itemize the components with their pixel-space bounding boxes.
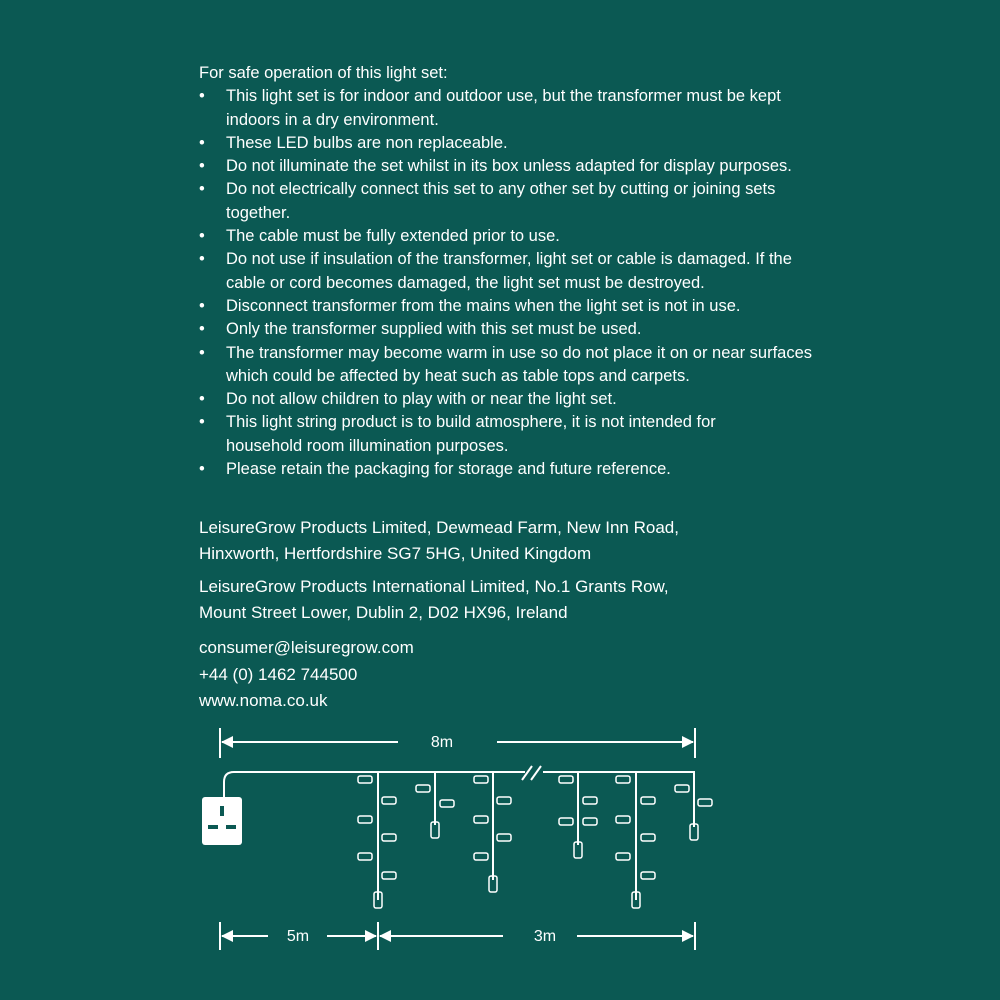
contact-email[interactable]: consumer@leisuregrow.com [199,638,414,657]
arrowhead [221,930,233,942]
safety-item: • Disconnect transformer from the mains when the light set is not in use. [199,295,899,318]
led-bulb [497,834,511,841]
led-bulb [559,776,573,783]
safety-item: • The cable must be fully extended prior to use. [199,225,899,248]
led-bulb [675,785,689,792]
safety-item: • This light set is for indoor and outdoor use, but the transformer must be kept indoors in a dry environment. [199,85,796,132]
led-bulb [559,818,573,825]
led-bulb [497,797,511,804]
address-uk-line2: Hinxworth, Hertfordshire SG7 5HG, United Kingdom [199,544,592,563]
safety-item: • Please retain the packaging for storage and future reference. [199,458,899,481]
safety-item: • Do not use if insulation of the transformer, light set or cable is damaged. If the cable or cord becomes damaged, the light set must be destroyed. [199,248,826,295]
led-bulb [641,834,655,841]
dim-label-8m: 8m [430,734,454,751]
led-bulb [583,818,597,825]
led-bulb [382,797,396,804]
address-ireland-line2: Mount Street Lower, Dublin 2, D02 HX96, Ireland [199,603,568,622]
arrowhead [365,930,377,942]
led-bulb [583,797,597,804]
safety-item: • Do not electrically connect this set to any other set by cutting or joining sets together. [199,178,796,225]
led-bulb [358,853,372,860]
safety-item: • Only the transformer supplied with this set must be used. [199,318,899,341]
led-bulb [358,816,372,823]
led-bulb [616,816,630,823]
led-bulb [641,872,655,879]
led-bulb [616,776,630,783]
led-bulb [616,853,630,860]
safety-item: • This light string product is to build atmosphere, it is not intended for household room illumination purposes. [199,411,796,458]
contact-phone: +44 (0) 1462 744500 [199,664,358,684]
led-bulb [382,872,396,879]
safety-item: • Do not illuminate the set whilst in its box unless adapted for display purposes. [199,155,899,178]
led-bulb [382,834,396,841]
led-bulb [474,853,488,860]
arrowhead [682,736,694,748]
safety-heading: For safe operation of this light set: [199,64,448,82]
led-bulb [474,776,488,783]
safety-item: • These LED bulbs are non replaceable. [199,132,899,155]
address-ireland-line1: LeisureGrow Products International Limited, No.1 Grants Row, [199,577,669,596]
arrowhead [682,930,694,942]
led-bulb [416,785,430,792]
arrowhead [221,736,233,748]
led-bulb [698,799,712,806]
safety-item: • Do not allow children to play with or near the light set. [199,388,899,411]
plug-transformer [202,797,242,845]
contact-website[interactable]: www.noma.co.uk [199,691,328,710]
led-bulb [641,797,655,804]
address-uk-line1: LeisureGrow Products Limited, Dewmead Farm, New Inn Road, [199,518,679,537]
safety-item: • The transformer may become warm in use so do not place it on or near surfaces which could be affected by heat such as table tops and carpets. [199,342,826,389]
break-mark-2 [531,766,541,780]
led-bulb [474,816,488,823]
dim-label-3m: 3m [533,928,557,945]
dim-label-5m: 5m [286,928,310,945]
led-bulb [358,776,372,783]
arrowhead [379,930,391,942]
led-bulb [440,800,454,807]
